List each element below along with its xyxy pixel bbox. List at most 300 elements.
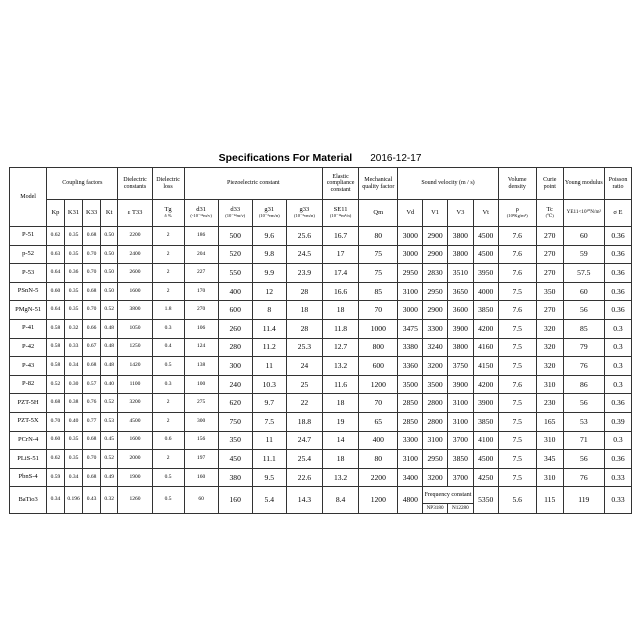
cell-d33: 750 — [218, 412, 252, 431]
cell-kt: 0.52 — [100, 394, 118, 413]
cell-kt: 0.53 — [100, 412, 118, 431]
cell-young: 56 — [563, 450, 604, 469]
cell-kp: 0.52 — [47, 375, 65, 394]
cell-k33: 0.68 — [83, 357, 101, 376]
sub-v1: V1 — [423, 200, 448, 227]
cell-frequency-constant: Frequency constant — [423, 487, 474, 504]
sub-kt: Kt — [100, 200, 118, 227]
cell-k33: 0.68 — [83, 227, 101, 246]
cell-k33: 0.70 — [83, 245, 101, 264]
table-row — [10, 375, 632, 394]
table-row — [10, 264, 632, 283]
cell-poisson: 0.36 — [604, 394, 631, 413]
cell-vt: 3850 — [473, 301, 498, 320]
cell-k31: 0.35 — [64, 450, 83, 469]
cell-g31: 7.5 — [252, 412, 286, 431]
date: 2016-12-17 — [370, 153, 422, 164]
cell-k31: 0.35 — [64, 301, 83, 320]
cell-young: 60 — [563, 282, 604, 301]
cell-d33: 620 — [218, 394, 252, 413]
cell-density: 7.5 — [498, 394, 536, 413]
cell-k31: 0.35 — [64, 282, 83, 301]
table-row-batio3-top — [10, 487, 632, 504]
cell-k31: 0.34 — [64, 468, 83, 487]
cell-vt: 3950 — [473, 264, 498, 283]
cell-vd: 3000 — [398, 227, 423, 246]
cell-d33: 160 — [218, 487, 252, 514]
cell-g31: 12 — [252, 282, 286, 301]
cell-poisson: 0.33 — [604, 487, 631, 514]
cell-v3: 3800 — [447, 227, 473, 246]
cell-eps: 1050 — [118, 319, 152, 338]
cell-v3: 3800 — [447, 245, 473, 264]
cell-tg: 2 — [152, 264, 184, 283]
cell-kt: 0.49 — [100, 468, 118, 487]
cell-d31: 227 — [184, 264, 218, 283]
cell-g33: 25.6 — [286, 227, 322, 246]
cell-d33: 400 — [218, 282, 252, 301]
cell-vt: 4200 — [473, 319, 498, 338]
cell-vt: 4500 — [473, 450, 498, 469]
header-density: Volume density — [498, 168, 536, 200]
header-elastic: Elastic compliance constant — [323, 168, 359, 200]
cell-kp: 0.58 — [47, 319, 65, 338]
cell-g31: 11 — [252, 431, 286, 450]
cell-curie: 310 — [536, 375, 563, 394]
cell-v3: 3510 — [447, 264, 473, 283]
cell-vt: 4200 — [473, 375, 498, 394]
cell-v1: 3200 — [423, 357, 448, 376]
cell-qm: 600 — [359, 357, 398, 376]
sub-tc: Tc (℃) — [536, 200, 563, 227]
cell-poisson: 0.3 — [604, 375, 631, 394]
cell-k31: 0.36 — [64, 264, 83, 283]
cell-eps: 3200 — [118, 394, 152, 413]
cell-vt: 5350 — [473, 487, 498, 514]
cell-g33: 25.4 — [286, 450, 322, 469]
cell-model: PSnN-5 — [10, 282, 47, 301]
cell-qm: 400 — [359, 431, 398, 450]
cell-k33: 0.68 — [83, 282, 101, 301]
cell-vd: 3400 — [398, 468, 423, 487]
cell-g33: 24 — [286, 357, 322, 376]
title-block — [0, 148, 640, 166]
cell-vt: 3850 — [473, 412, 498, 431]
cell-curie: 270 — [536, 301, 563, 320]
cell-vd: 3100 — [398, 450, 423, 469]
cell-qm: 85 — [359, 282, 398, 301]
cell-tg: 0.3 — [152, 375, 184, 394]
table-row — [10, 431, 632, 450]
cell-k33: 0.76 — [83, 394, 101, 413]
cell-poisson: 0.36 — [604, 301, 631, 320]
cell-v1: 2900 — [423, 227, 448, 246]
cell-curie: 310 — [536, 468, 563, 487]
header-young: Young modulus — [563, 168, 604, 200]
cell-g31: 11.1 — [252, 450, 286, 469]
cell-poisson: 0.3 — [604, 338, 631, 357]
cell-kp: 0.62 — [47, 227, 65, 246]
cell-qm: 65 — [359, 412, 398, 431]
header-row-1 — [10, 168, 632, 200]
cell-density: 7.5 — [498, 468, 536, 487]
cell-qm: 70 — [359, 301, 398, 320]
cell-kp: 0.63 — [47, 245, 65, 264]
cell-qm: 1200 — [359, 487, 398, 514]
cell-tg: 0.4 — [152, 338, 184, 357]
cell-eps: 2600 — [118, 264, 152, 283]
cell-vd: 2850 — [398, 412, 423, 431]
cell-young: 76 — [563, 468, 604, 487]
cell-se: 16.7 — [323, 227, 359, 246]
cell-qm: 80 — [359, 227, 398, 246]
cell-curie: 270 — [536, 245, 563, 264]
cell-d33: 280 — [218, 338, 252, 357]
cell-g31: 8 — [252, 301, 286, 320]
cell-g31: 9.6 — [252, 227, 286, 246]
cell-tg: 2 — [152, 394, 184, 413]
cell-vd: 3000 — [398, 245, 423, 264]
cell-kt: 0.50 — [100, 227, 118, 246]
cell-d31: 204 — [184, 245, 218, 264]
cell-kp: 0.68 — [47, 394, 65, 413]
cell-d31: 170 — [184, 282, 218, 301]
sub-vt: Vt — [473, 200, 498, 227]
cell-vd: 2850 — [398, 394, 423, 413]
cell-model: P-82 — [10, 375, 47, 394]
sub-d33: d33 (10⁻¹²m/v) — [218, 200, 252, 227]
cell-kt: 0.50 — [100, 282, 118, 301]
cell-vt: 3900 — [473, 394, 498, 413]
cell-k31: 0.30 — [64, 375, 83, 394]
cell-d33: 450 — [218, 450, 252, 469]
cell-k31: 0.196 — [64, 487, 83, 514]
cell-kt: 0.40 — [100, 375, 118, 394]
cell-se: 17 — [323, 245, 359, 264]
cell-d31: 100 — [184, 375, 218, 394]
cell-g33: 18.8 — [286, 412, 322, 431]
cell-eps: 1600 — [118, 431, 152, 450]
cell-qm: 75 — [359, 264, 398, 283]
sub-kp: Kp — [47, 200, 65, 227]
cell-model: P-42 — [10, 338, 47, 357]
sub-d31: d31 (-10⁻¹²m/v) — [184, 200, 218, 227]
cell-young: 60 — [563, 227, 604, 246]
cell-tg: 0.3 — [152, 319, 184, 338]
cell-qm: 70 — [359, 394, 398, 413]
cell-vt: 4250 — [473, 468, 498, 487]
cell-g31: 10.3 — [252, 375, 286, 394]
table-row — [10, 357, 632, 376]
cell-se: 13.2 — [323, 357, 359, 376]
cell-curie: 320 — [536, 357, 563, 376]
cell-g33: 25.3 — [286, 338, 322, 357]
cell-vd: 2950 — [398, 264, 423, 283]
cell-se: 18 — [323, 394, 359, 413]
cell-d31: 156 — [184, 431, 218, 450]
cell-vd: 3500 — [398, 375, 423, 394]
cell-poisson: 0.36 — [604, 264, 631, 283]
cell-poisson: 0.3 — [604, 431, 631, 450]
cell-d31: 160 — [184, 468, 218, 487]
sub-v3: V3 — [447, 200, 473, 227]
cell-k33: 0.77 — [83, 412, 101, 431]
cell-vd: 3475 — [398, 319, 423, 338]
cell-kp: 0.64 — [47, 301, 65, 320]
cell-tg: 0.5 — [152, 468, 184, 487]
cell-qm: 2200 — [359, 468, 398, 487]
cell-poisson: 0.36 — [604, 245, 631, 264]
table-row — [10, 227, 632, 246]
cell-n: N12280 — [447, 504, 473, 514]
header-row-2 — [10, 200, 632, 227]
cell-kp: 0.64 — [47, 264, 65, 283]
header-poisson: Poisson ratio — [604, 168, 631, 200]
cell-vd: 3300 — [398, 431, 423, 450]
cell-vt: 4100 — [473, 431, 498, 450]
cell-eps: 1250 — [118, 338, 152, 357]
cell-v3: 3100 — [447, 394, 473, 413]
cell-k33: 0.70 — [83, 450, 101, 469]
cell-density: 7.6 — [498, 301, 536, 320]
cell-model: p-52 — [10, 245, 47, 264]
cell-g33: 22.6 — [286, 468, 322, 487]
cell-se: 11.6 — [323, 375, 359, 394]
cell-young: 71 — [563, 431, 604, 450]
cell-model: P-43 — [10, 357, 47, 376]
cell-eps: 2200 — [118, 227, 152, 246]
sub-k31: K31 — [64, 200, 83, 227]
cell-vt: 4150 — [473, 357, 498, 376]
cell-tg: 0.6 — [152, 431, 184, 450]
cell-young: 59 — [563, 245, 604, 264]
cell-eps: 2000 — [118, 450, 152, 469]
cell-density: 7.6 — [498, 264, 536, 283]
cell-vt: 4500 — [473, 245, 498, 264]
cell-density: 7.5 — [498, 282, 536, 301]
cell-d33: 240 — [218, 375, 252, 394]
cell-model: P-51 — [10, 227, 47, 246]
cell-young: 56 — [563, 394, 604, 413]
cell-model: P-41 — [10, 319, 47, 338]
cell-curie: 230 — [536, 394, 563, 413]
cell-v1: 3100 — [423, 431, 448, 450]
cell-d31: 270 — [184, 301, 218, 320]
cell-tg: 0.5 — [152, 357, 184, 376]
cell-d31: 124 — [184, 338, 218, 357]
cell-g31: 5.4 — [252, 487, 286, 514]
cell-vt: 4160 — [473, 338, 498, 357]
cell-se: 14 — [323, 431, 359, 450]
cell-d33: 260 — [218, 319, 252, 338]
header-dielectric-constants: Dielectric constants — [118, 168, 152, 200]
cell-kp: 0.58 — [47, 338, 65, 357]
cell-poisson: 0.39 — [604, 412, 631, 431]
cell-kt: 0.45 — [100, 431, 118, 450]
cell-k31: 0.38 — [64, 394, 83, 413]
cell-g33: 14.3 — [286, 487, 322, 514]
cell-g33: 22 — [286, 394, 322, 413]
cell-young: 85 — [563, 319, 604, 338]
cell-v3: 3700 — [447, 431, 473, 450]
sub-qm: Qm — [359, 200, 398, 227]
header-curie: Curie point — [536, 168, 563, 200]
cell-g33: 28 — [286, 282, 322, 301]
cell-model: PLiS-51 — [10, 450, 47, 469]
page-title: Specifications For Material — [218, 152, 353, 164]
cell-se: 17.4 — [323, 264, 359, 283]
cell-vd: 3000 — [398, 301, 423, 320]
table-row — [10, 319, 632, 338]
cell-v3: 3750 — [447, 357, 473, 376]
header-coupling: Coupling factors — [47, 168, 118, 200]
cell-se: 18 — [323, 450, 359, 469]
cell-d33: 350 — [218, 431, 252, 450]
cell-tg: 0.5 — [152, 487, 184, 514]
cell-v3: 3700 — [447, 468, 473, 487]
cell-model: PZT-5X — [10, 412, 47, 431]
cell-v3: 3850 — [447, 450, 473, 469]
cell-young: 76 — [563, 357, 604, 376]
cell-k33: 0.57 — [83, 375, 101, 394]
cell-g33: 24.5 — [286, 245, 322, 264]
cell-qm: 1200 — [359, 375, 398, 394]
cell-se: 18 — [323, 301, 359, 320]
cell-poisson: 0.3 — [604, 357, 631, 376]
cell-kp: 0.60 — [47, 431, 65, 450]
cell-g31: 11.4 — [252, 319, 286, 338]
cell-tg: 2 — [152, 227, 184, 246]
cell-v3: 3600 — [447, 301, 473, 320]
cell-v1: 3300 — [423, 319, 448, 338]
cell-v1: 3200 — [423, 468, 448, 487]
cell-d31: 106 — [184, 319, 218, 338]
cell-kp: 0.34 — [47, 487, 65, 514]
cell-g31: 9.8 — [252, 245, 286, 264]
sub-sigma: σ E — [604, 200, 631, 227]
cell-density: 7.5 — [498, 450, 536, 469]
sub-eps: ε T33 — [118, 200, 152, 227]
cell-se: 8.4 — [323, 487, 359, 514]
table-row — [10, 245, 632, 264]
cell-qm: 75 — [359, 245, 398, 264]
cell-k31: 0.40 — [64, 412, 83, 431]
cell-qm: 1000 — [359, 319, 398, 338]
cell-tg: 2 — [152, 450, 184, 469]
cell-density: 5.6 — [498, 487, 536, 514]
cell-density: 7.5 — [498, 412, 536, 431]
cell-k33: 0.66 — [83, 319, 101, 338]
cell-kp: 0.60 — [47, 282, 65, 301]
cell-d31: 138 — [184, 357, 218, 376]
cell-curie: 310 — [536, 431, 563, 450]
cell-d33: 600 — [218, 301, 252, 320]
cell-density: 7.6 — [498, 375, 536, 394]
cell-g33: 28 — [286, 319, 322, 338]
cell-k31: 0.33 — [64, 338, 83, 357]
cell-tg: 2 — [152, 412, 184, 431]
cell-k31: 0.32 — [64, 319, 83, 338]
cell-k31: 0.35 — [64, 245, 83, 264]
cell-k31: 0.35 — [64, 227, 83, 246]
cell-v3: 3900 — [447, 375, 473, 394]
table-row — [10, 282, 632, 301]
cell-curie: 115 — [536, 487, 563, 514]
cell-poisson: 0.36 — [604, 450, 631, 469]
cell-kt: 0.52 — [100, 450, 118, 469]
cell-eps: 1420 — [118, 357, 152, 376]
header-piezo: Piezoelectric constant — [184, 168, 322, 200]
table-row — [10, 450, 632, 469]
cell-young: 79 — [563, 338, 604, 357]
cell-model: P-53 — [10, 264, 47, 283]
cell-model: BaTio3 — [10, 487, 47, 514]
cell-k31: 0.35 — [64, 431, 83, 450]
cell-young: 53 — [563, 412, 604, 431]
cell-v1: 2900 — [423, 301, 448, 320]
cell-curie: 270 — [536, 227, 563, 246]
cell-d33: 520 — [218, 245, 252, 264]
cell-g33: 18 — [286, 301, 322, 320]
cell-density: 7.5 — [498, 338, 536, 357]
cell-vt: 4000 — [473, 282, 498, 301]
cell-model: PbnS-4 — [10, 468, 47, 487]
header-model: Model — [10, 168, 47, 227]
cell-k33: 0.67 — [83, 338, 101, 357]
cell-k31: 0.34 — [64, 357, 83, 376]
cell-kp: 0.62 — [47, 450, 65, 469]
cell-vd: 3380 — [398, 338, 423, 357]
cell-d33: 500 — [218, 227, 252, 246]
cell-v1: 3240 — [423, 338, 448, 357]
cell-k33: 0.43 — [83, 487, 101, 514]
cell-density: 7.5 — [498, 357, 536, 376]
cell-density: 7.6 — [498, 245, 536, 264]
cell-eps: 1900 — [118, 468, 152, 487]
cell-v3: 3800 — [447, 338, 473, 357]
cell-vd: 3360 — [398, 357, 423, 376]
cell-poisson: 0.3 — [604, 319, 631, 338]
cell-young: 86 — [563, 375, 604, 394]
cell-tg: 2 — [152, 282, 184, 301]
cell-v1: 2950 — [423, 450, 448, 469]
cell-d31: 60 — [184, 487, 218, 514]
cell-curie: 350 — [536, 282, 563, 301]
cell-v1: 2800 — [423, 412, 448, 431]
cell-young: 119 — [563, 487, 604, 514]
cell-v3: 3900 — [447, 319, 473, 338]
cell-young: 56 — [563, 301, 604, 320]
cell-g33: 24.7 — [286, 431, 322, 450]
table-row — [10, 468, 632, 487]
cell-kt: 0.48 — [100, 319, 118, 338]
cell-v1: 2830 — [423, 264, 448, 283]
cell-poisson: 0.33 — [604, 468, 631, 487]
cell-density: 7.5 — [498, 431, 536, 450]
sub-vd: Vd — [398, 200, 423, 227]
cell-v3: 3100 — [447, 412, 473, 431]
cell-tg: 1.8 — [152, 301, 184, 320]
cell-vd: 4800 — [398, 487, 423, 514]
cell-eps: 4500 — [118, 412, 152, 431]
cell-v1: 3500 — [423, 375, 448, 394]
cell-g33: 25 — [286, 375, 322, 394]
cell-k33: 0.70 — [83, 264, 101, 283]
cell-k33: 0.70 — [83, 301, 101, 320]
cell-curie: 270 — [536, 264, 563, 283]
cell-k33: 0.68 — [83, 431, 101, 450]
cell-poisson: 0.36 — [604, 227, 631, 246]
